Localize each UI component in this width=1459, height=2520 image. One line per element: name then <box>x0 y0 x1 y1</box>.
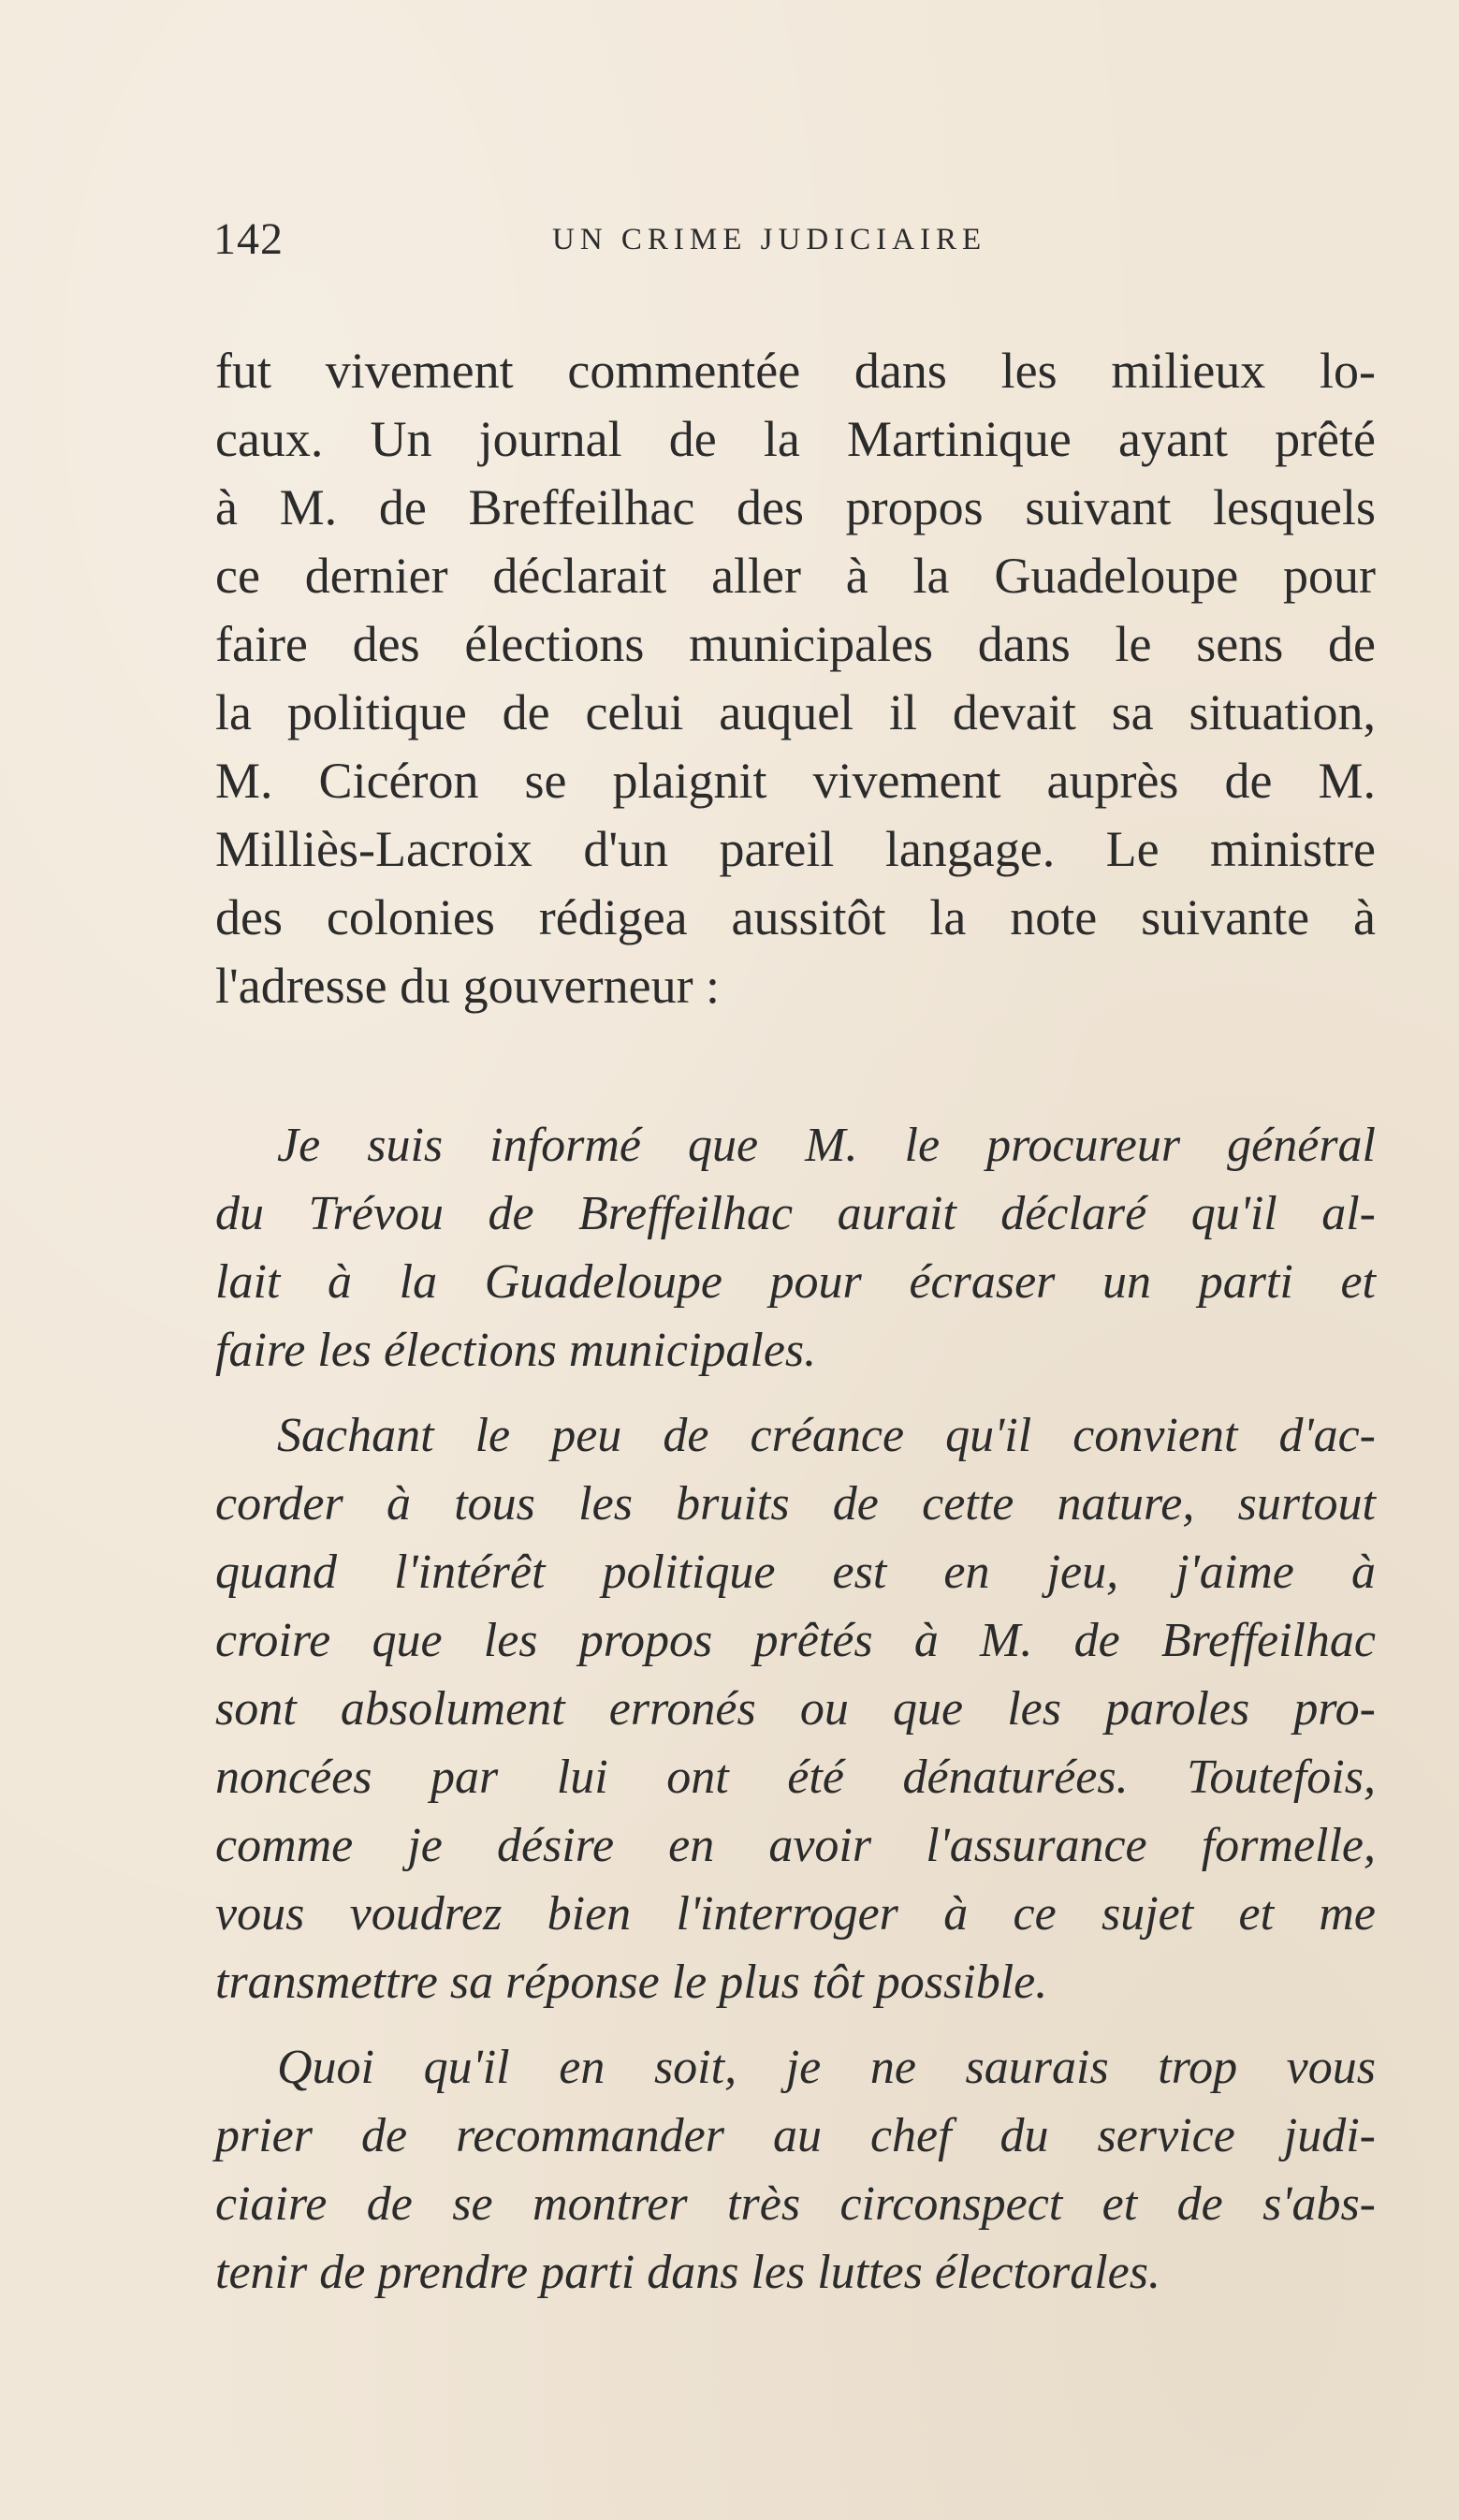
letter-line: transmettre sa réponse le plus tôt possible. <box>215 1956 1048 2009</box>
letter-line: noncées par lui ont été dénaturées. Toutefois, <box>215 1751 1376 1804</box>
quoted-letter <box>215 1111 1376 2307</box>
text-line: ce dernier déclarait aller à la Guadeloupe pour <box>215 548 1376 604</box>
letter-line: Quoi qu'il en soit, je ne saurais trop vous <box>277 2041 1376 2094</box>
text-line: faire des élections municipales dans le sens de <box>215 616 1376 672</box>
letter-paragraph-1 <box>215 1111 1376 1385</box>
text-line: fut vivement commentée dans les milieux lo- <box>215 343 1376 399</box>
text-line: caux. Un journal de la Martinique ayant prêté <box>215 411 1376 467</box>
letter-line: prier de recommander au chef du service judi- <box>215 2109 1376 2162</box>
letter-paragraph-3 <box>215 2033 1376 2307</box>
text-line: la politique de celui auquel il devait sa situation, <box>215 684 1376 740</box>
letter-line: quand l'intérêt politique est en jeu, j'aime à <box>215 1546 1376 1599</box>
text-line: à M. de Breffeilhac des propos suivant lesquels <box>215 479 1376 535</box>
paragraph-spacer <box>215 2016 1376 2033</box>
text-line: l'adresse du gouverneur : <box>215 958 721 1014</box>
page-number: 142 <box>213 214 284 264</box>
text-line: M. Cicéron se plaignit vivement auprès de M. <box>215 753 1376 809</box>
letter-line: lait à la Guadeloupe pour écraser un parti et <box>215 1255 1376 1309</box>
letter-line: tenir de prendre parti dans les luttes électorales. <box>215 2246 1160 2299</box>
letter-line: comme je désire en avoir l'assurance formelle, <box>215 1819 1376 1872</box>
running-title: UN CRIME JUDICIAIRE <box>552 223 987 256</box>
paragraph-spacer <box>215 1385 1376 1401</box>
page-header <box>213 213 1402 270</box>
letter-line: du Trévou de Breffeilhac aurait déclaré qu'il al- <box>215 1187 1376 1240</box>
letter-line: corder à tous les bruits de cette nature, surtout <box>215 1477 1376 1531</box>
letter-line: sont absolument erronés ou que les paroles pro- <box>215 1682 1376 1736</box>
letter-line: Sachant le peu de créance qu'il convient d'ac- <box>277 1409 1376 1462</box>
letter-line: faire les élections municipales. <box>215 1324 817 1377</box>
letter-line: ciaire de se montrer très circonspect et de s'abs- <box>215 2177 1376 2231</box>
body-paragraph <box>215 337 1376 1020</box>
letter-line: Je suis informé que M. le procureur général <box>277 1119 1376 1172</box>
text-line: Milliès-Lacroix d'un pareil langage. Le ministre <box>215 821 1376 877</box>
letter-paragraph-2 <box>215 1401 1376 2016</box>
text-line: des colonies rédigea aussitôt la note suivante à <box>215 889 1376 945</box>
letter-line: croire que les propos prêtés à M. de Breffeilhac <box>215 1614 1376 1667</box>
letter-line: vous voudrez bien l'interroger à ce sujet et me <box>215 1887 1376 1941</box>
